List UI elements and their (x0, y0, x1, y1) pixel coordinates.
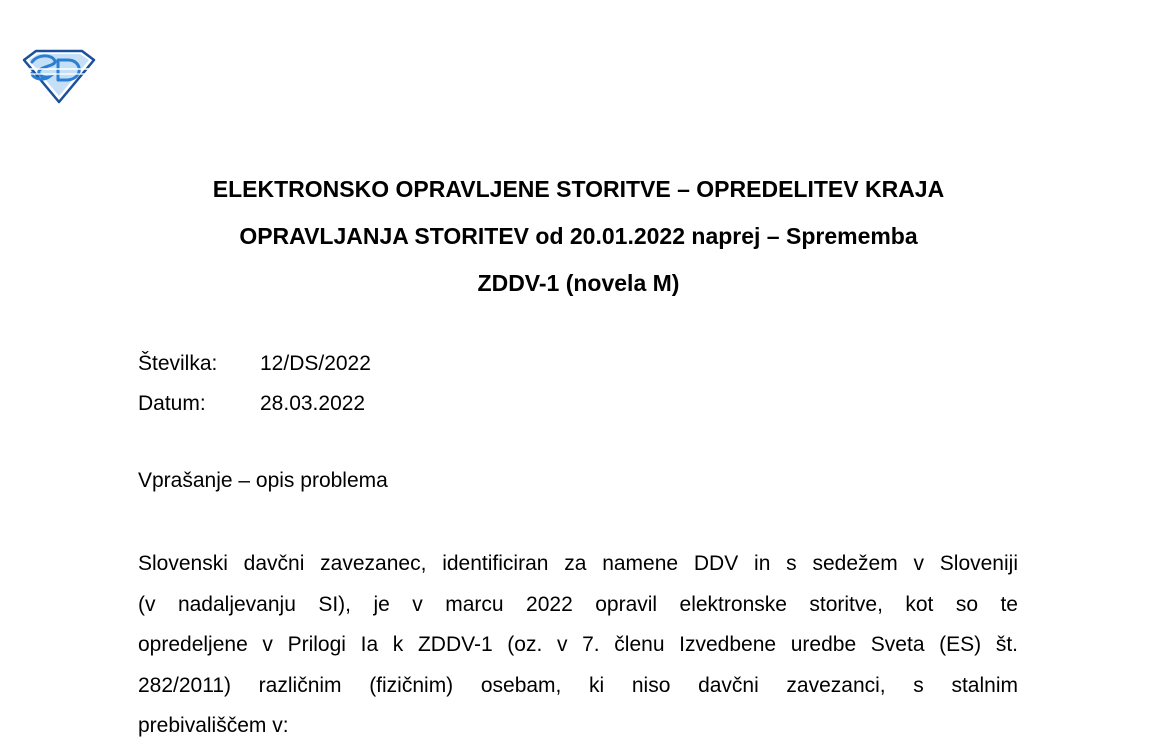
number-label: Številka: (138, 352, 218, 375)
company-logo (22, 48, 96, 104)
logo-icon (22, 48, 96, 104)
body-line-3: opredeljene v Prilogi Ia k ZDDV-1 (oz. v 7. členu Izvedbene uredbe Sveta (ES) št. (138, 633, 1018, 656)
body-line-1: Slovenski davčni zavezanec, identificiran za namene DDV in s sedežem v Sloveniji (138, 552, 1018, 575)
title-line-3: ZDDV-1 (novela M) (477, 270, 680, 296)
title-line-1: ELEKTRONSKO OPRAVLJENE STORITVE – OPREDELITEV KRAJA (212, 176, 945, 202)
body-line-5: prebivališčem v: (138, 714, 289, 737)
document-title (0, 166, 1157, 307)
date-label: Datum: (138, 392, 206, 415)
date-row (138, 384, 371, 424)
number-value: 12/DS/2022 (260, 352, 371, 375)
document-meta (138, 344, 371, 424)
body-paragraph (138, 544, 1018, 747)
number-row (138, 344, 371, 384)
title-line-2: OPRAVLJANJA STORITEV od 20.01.2022 naprej – Sprememba (239, 223, 918, 249)
body-line-2: (v nadaljevanju SI), je v marcu 2022 opravil elektronske storitve, kot so te (138, 592, 1018, 616)
section-heading: Vprašanje – opis problema (138, 469, 388, 492)
date-value: 28.03.2022 (260, 392, 366, 415)
body-line-4: 282/2011) različnim (fizičnim) osebam, ki niso davčni zavezanci, s stalnim (138, 673, 1018, 697)
